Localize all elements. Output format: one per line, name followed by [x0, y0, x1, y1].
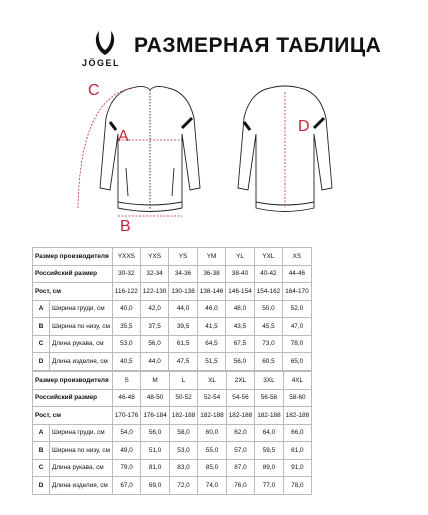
- table-cell: 48,0: [226, 300, 254, 318]
- measurement-label: Длина рукава, см: [50, 459, 113, 477]
- table-cell: 182-188: [198, 407, 226, 425]
- measurement-key: A: [33, 424, 50, 442]
- table-cell: 176-184: [141, 407, 169, 425]
- table-cell: 45,5: [254, 318, 282, 336]
- measurement-key: C: [33, 459, 50, 477]
- size-label: YXL: [254, 248, 282, 266]
- table-cell: 83,0: [169, 459, 197, 477]
- table-cell: 54,0: [112, 424, 140, 442]
- russian-size-label: Российский размер: [33, 265, 113, 283]
- measurement-key: A: [33, 300, 50, 318]
- table-cell: 47,5: [169, 353, 197, 371]
- table-cell: 53,0: [112, 335, 140, 353]
- table-cell: 54-56: [226, 389, 254, 407]
- table-cell: 42,0: [140, 300, 168, 318]
- table-cell: 170-176: [112, 407, 140, 425]
- table-cell: 56-58: [255, 389, 283, 407]
- table-cell: 72,0: [169, 477, 197, 495]
- table-cell: 60,5: [254, 353, 282, 371]
- height-label: Рост, см: [33, 283, 113, 301]
- table-cell: 52-54: [198, 389, 226, 407]
- table-cell: 53,0: [169, 442, 197, 460]
- measure-label-a: A: [118, 128, 129, 145]
- jogel-j-logo-icon: [90, 30, 120, 56]
- measurement-row: [33, 477, 312, 495]
- table-cell: 49,0: [112, 442, 140, 460]
- table-cell: 58,0: [169, 424, 197, 442]
- height-row: [33, 283, 312, 301]
- table-cell: 182-188: [283, 407, 311, 425]
- size-label: YS: [169, 248, 197, 266]
- front-measure-lines: [78, 88, 182, 216]
- table-cell: 51,0: [141, 442, 169, 460]
- table-cell: 61,5: [169, 335, 197, 353]
- measurement-row: [33, 459, 312, 477]
- table-cell: 62,0: [226, 424, 254, 442]
- table-cell: 78,0: [283, 335, 311, 353]
- table-cell: 182-188: [255, 407, 283, 425]
- table-cell: 164-170: [283, 283, 311, 301]
- jacket-front: [100, 86, 200, 211]
- table-cell: 76,0: [226, 477, 254, 495]
- table-cell: 47,0: [283, 318, 311, 336]
- table-cell: 78,0: [283, 477, 311, 495]
- measurement-row: [33, 300, 312, 318]
- size-label: L: [169, 372, 197, 390]
- table-cell: 56,0: [141, 424, 169, 442]
- height-row: [33, 407, 312, 425]
- table-cell: 52,0: [283, 300, 311, 318]
- table-cell: 87,0: [226, 459, 254, 477]
- measurement-label: Ширина груди, см: [50, 424, 113, 442]
- table-cell: 85,0: [198, 459, 226, 477]
- table-cell: 73,0: [254, 335, 282, 353]
- table-cell: 44-46: [283, 265, 311, 283]
- table-cell: 69,0: [141, 477, 169, 495]
- table-cell: 64,0: [255, 424, 283, 442]
- table-cell: 30-32: [112, 265, 140, 283]
- page-title: РАЗМЕРНАЯ ТАБЛИЦА: [134, 34, 382, 57]
- russian-size-label: Российский размер: [33, 389, 113, 407]
- table-cell: 43,5: [226, 318, 254, 336]
- jacket-front-stripe: [182, 118, 192, 128]
- height-label: Рост, см: [33, 407, 113, 425]
- size-label: XS: [283, 248, 311, 266]
- size-label: 2XL: [226, 372, 254, 390]
- measurement-label: Длина изделия, см: [50, 477, 113, 495]
- table-cell: 79,0: [112, 459, 140, 477]
- size-label: 4XL: [283, 372, 311, 390]
- measurement-key: B: [33, 442, 50, 460]
- table-cell: 41,5: [197, 318, 225, 336]
- measurement-key: B: [33, 318, 50, 336]
- table-cell: 67,5: [226, 335, 254, 353]
- table-cell: 32-34: [140, 265, 168, 283]
- size-label: 3XL: [255, 372, 283, 390]
- size-label: YM: [197, 248, 225, 266]
- table-cell: 46,0: [197, 300, 225, 318]
- brand-name: JÖGEL: [82, 58, 121, 68]
- size-label: YXXS: [112, 248, 140, 266]
- russian-size-row: [33, 265, 312, 283]
- table-cell: 61,0: [283, 442, 311, 460]
- measurement-key: D: [33, 353, 50, 371]
- measurement-label: Длина изделия, см: [50, 353, 113, 371]
- table-cell: 51,5: [197, 353, 225, 371]
- table-cell: 182-188: [226, 407, 254, 425]
- size-table-youth: [32, 247, 312, 371]
- table-cell: 56,0: [226, 353, 254, 371]
- measurement-label: Ширина груди, см: [50, 300, 113, 318]
- table-cell: 55,0: [198, 442, 226, 460]
- table-cell: 130-138: [169, 283, 197, 301]
- measure-label-c: C: [88, 82, 100, 99]
- table-cell: 38-40: [226, 265, 254, 283]
- header-row: [33, 248, 312, 266]
- table-cell: 35,5: [112, 318, 140, 336]
- measurement-row: [33, 318, 312, 336]
- measurement-key: C: [33, 335, 50, 353]
- table-cell: 44,0: [140, 353, 168, 371]
- size-label: M: [141, 372, 169, 390]
- measurement-row: [33, 424, 312, 442]
- table-cell: 50-52: [169, 389, 197, 407]
- table-cell: 65,0: [283, 353, 311, 371]
- table-cell: 66,0: [283, 424, 311, 442]
- measurement-label: Ширина по низу, см: [50, 318, 113, 336]
- table-cell: 34-36: [169, 265, 197, 283]
- table-cell: 122-130: [140, 283, 168, 301]
- jacket-front-stripe-left: [110, 122, 116, 130]
- table-cell: 74,0: [198, 477, 226, 495]
- table-cell: 57,0: [226, 442, 254, 460]
- header-row: [33, 372, 312, 390]
- jacket-back-stripe-left: [244, 122, 250, 130]
- table-cell: 40,0: [112, 300, 140, 318]
- table-cell: 81,0: [141, 459, 169, 477]
- table-cell: 56,0: [140, 335, 168, 353]
- measurement-row: [33, 335, 312, 353]
- table-cell: 37,5: [140, 318, 168, 336]
- manufacturer-size-label: Размер производителя: [33, 248, 113, 266]
- table-cell: 64,5: [197, 335, 225, 353]
- size-label: S: [112, 372, 140, 390]
- table-cell: 67,0: [112, 477, 140, 495]
- russian-size-row: [33, 389, 312, 407]
- size-label: XL: [198, 372, 226, 390]
- table-cell: 46-48: [112, 389, 140, 407]
- table-cell: 48-50: [141, 389, 169, 407]
- table-cell: 40-42: [254, 265, 282, 283]
- table-cell: 77,0: [255, 477, 283, 495]
- measure-label-d: D: [298, 118, 310, 135]
- table-cell: 59,5: [255, 442, 283, 460]
- size-table-adult: [32, 371, 312, 495]
- size-label: YL: [226, 248, 254, 266]
- table-cell: 138-146: [197, 283, 225, 301]
- table-cell: 40,5: [112, 353, 140, 371]
- table-cell: 60,0: [198, 424, 226, 442]
- table-cell: 36-38: [197, 265, 225, 283]
- measurement-row: [33, 353, 312, 371]
- table-cell: 116-122: [112, 283, 140, 301]
- table-cell: 50,0: [254, 300, 282, 318]
- brand-logo: [86, 30, 126, 76]
- measurement-label: Длина рукава, см: [50, 335, 113, 353]
- jacket-back-stripe: [314, 118, 324, 128]
- table-cell: 91,0: [283, 459, 311, 477]
- table-cell: 58-60: [283, 389, 311, 407]
- measurement-key: D: [33, 477, 50, 495]
- measure-label-b: B: [120, 218, 131, 235]
- table-cell: 146-154: [226, 283, 254, 301]
- measurement-label: Ширина по низу, см: [50, 442, 113, 460]
- measurement-row: [33, 442, 312, 460]
- table-cell: 89,0: [255, 459, 283, 477]
- table-cell: 154-162: [254, 283, 282, 301]
- jacket-diagram: [70, 78, 370, 238]
- size-label: YXS: [140, 248, 168, 266]
- table-cell: 44,0: [169, 300, 197, 318]
- table-cell: 182-188: [169, 407, 197, 425]
- manufacturer-size-label: Размер производителя: [33, 372, 113, 390]
- table-cell: 39,5: [169, 318, 197, 336]
